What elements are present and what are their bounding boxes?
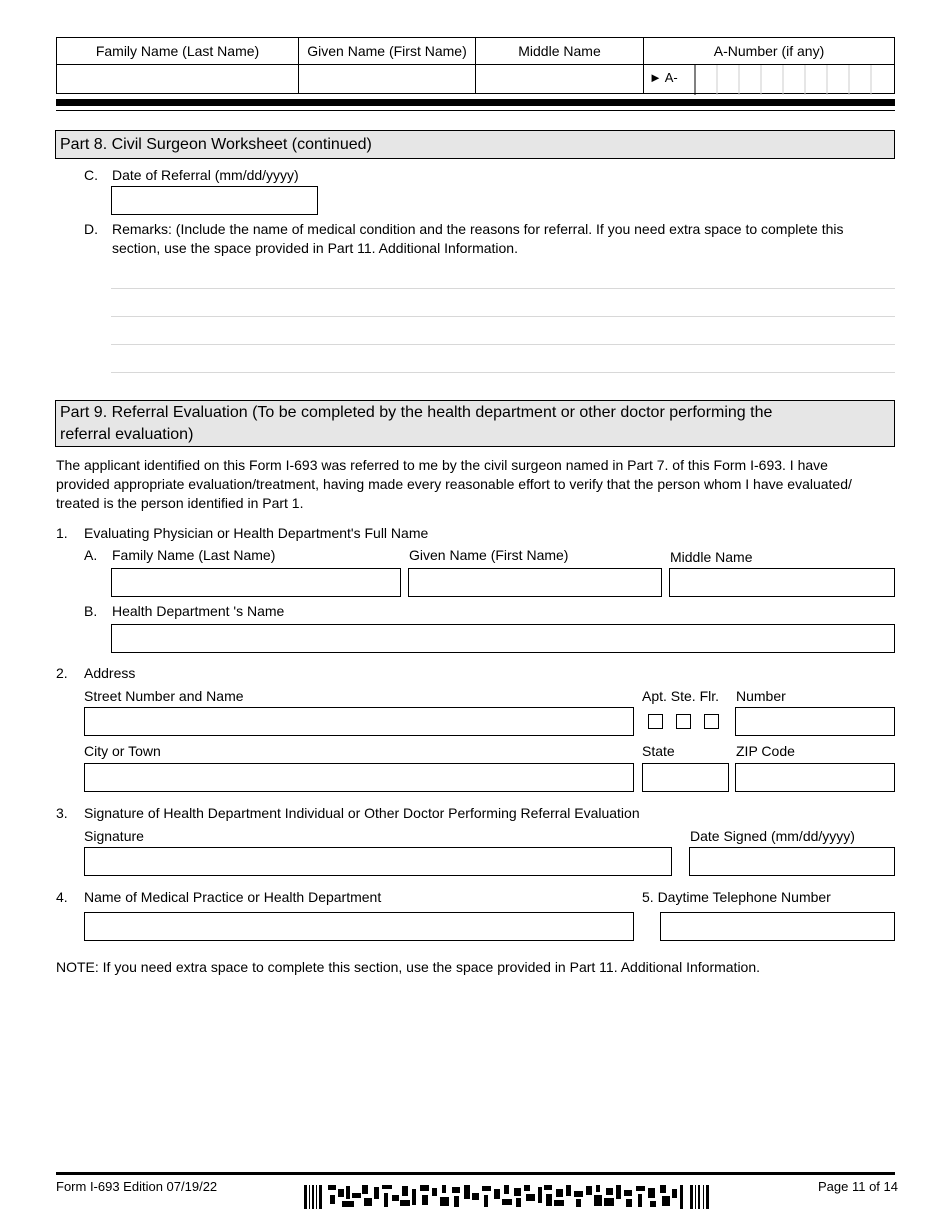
part8-d-label-line2: section, use the space provided in Part 11. Additional Information.: [112, 240, 518, 256]
part9-title-line1: Part 9. Referral Evaluation (To be completed by the health department or other doctor performing the: [60, 404, 773, 421]
q1b-label: Health Department 's Name: [112, 603, 285, 619]
street-label: Street Number and Name: [84, 688, 244, 704]
remarks-line: [111, 372, 895, 373]
part8-d-label-line1: Remarks: (Include the name of medical condition and the reasons for referral. If you need extra space to complete this: [112, 221, 844, 237]
footer-rule: [56, 1172, 895, 1175]
unit-number-field[interactable]: [735, 707, 895, 736]
a-number-prefix: ► A-: [649, 70, 678, 85]
ste-checkbox[interactable]: [676, 714, 691, 729]
header-a-number-label: A-Number (if any): [643, 37, 895, 65]
medical-practice-name-field[interactable]: [84, 912, 634, 941]
apt-ste-flr-label: Apt. Ste. Flr.: [642, 688, 720, 704]
date-signed-label: Date Signed (mm/dd/yyyy): [690, 828, 855, 844]
q2-label: Address: [84, 665, 136, 681]
q1a-given-label: Given Name (First Name): [409, 547, 569, 563]
signature-label: Signature: [84, 828, 144, 844]
header-a-number-field[interactable]: [643, 64, 895, 94]
state-label: State: [642, 743, 675, 759]
header-family-name-field[interactable]: [56, 64, 299, 94]
remarks-line: [111, 288, 895, 289]
flr-checkbox[interactable]: [704, 714, 719, 729]
part8-c-label: Date of Referral (mm/dd/yyyy): [112, 167, 299, 183]
q2-number: 2.: [56, 665, 68, 681]
street-field[interactable]: [84, 707, 634, 736]
daytime-telephone-field[interactable]: [660, 912, 895, 941]
signature-field[interactable]: [84, 847, 672, 876]
date-signed-field[interactable]: [689, 847, 895, 876]
evaluator-given-name-field[interactable]: [408, 568, 662, 597]
part9-intro-line2: provided appropriate evaluation/treatment, having made every reasonable effort to verify that the person whom I have evaluated/: [56, 476, 852, 492]
q4-number: 4.: [56, 889, 68, 905]
part8-d-number: D.: [84, 221, 98, 237]
unit-number-label: Number: [736, 688, 786, 704]
q1a-number: A.: [84, 547, 98, 563]
q3-label: Signature of Health Department Individual or Other Doctor Performing Referral Evaluation: [84, 805, 640, 821]
a-number-digit-dividers: [644, 65, 896, 95]
date-of-referral-field[interactable]: [111, 186, 318, 215]
header-given-name-label: Given Name (First Name): [298, 37, 476, 65]
header-thin-rule: [56, 110, 895, 111]
footer-barcode: [304, 1185, 714, 1209]
q1b-number: B.: [84, 603, 98, 619]
q5-label: 5. Daytime Telephone Number: [642, 889, 831, 905]
header-middle-name-label: Middle Name: [475, 37, 644, 65]
part9-intro: [56, 456, 896, 513]
header-given-name-field[interactable]: [298, 64, 476, 94]
zip-field[interactable]: [735, 763, 895, 792]
remarks-line: [111, 316, 895, 317]
evaluator-middle-name-field[interactable]: [669, 568, 895, 597]
part9-title-line2: referral evaluation): [60, 426, 194, 443]
part9-intro-line3: treated is the person identified in Part 1.: [56, 495, 304, 511]
q1a-family-label: Family Name (Last Name): [112, 547, 276, 563]
q1-label: Evaluating Physician or Health Department's Full Name: [84, 525, 429, 541]
part8-c-number: C.: [84, 167, 98, 183]
remarks-line: [111, 344, 895, 345]
q1-number: 1.: [56, 525, 68, 541]
part9-intro-line1: The applicant identified on this Form I-693 was referred to me by the civil surgeon named in Part 7. of this Form I-693. I have: [56, 457, 828, 473]
city-field[interactable]: [84, 763, 634, 792]
part9-note: NOTE: If you need extra space to complete this section, use the space provided in Part 11. Additional Information.: [56, 959, 761, 975]
apt-checkbox[interactable]: [648, 714, 663, 729]
header-middle-name-field[interactable]: [475, 64, 644, 94]
q4-label: Name of Medical Practice or Health Department: [84, 889, 382, 905]
header-family-name-label: Family Name (Last Name): [56, 37, 299, 65]
footer-page-number: Page 11 of 14: [818, 1179, 898, 1194]
remarks-field[interactable]: [111, 262, 895, 374]
health-department-name-field[interactable]: [111, 624, 895, 653]
zip-label: ZIP Code: [736, 743, 795, 759]
evaluator-family-name-field[interactable]: [111, 568, 401, 597]
city-label: City or Town: [84, 743, 161, 759]
part9-title: [55, 400, 895, 447]
state-field[interactable]: [642, 763, 729, 792]
footer-form-id: Form I-693 Edition 07/19/22: [56, 1179, 218, 1194]
q3-number: 3.: [56, 805, 68, 821]
q1a-middle-label: Middle Name: [670, 549, 753, 565]
header-thick-rule: [56, 99, 895, 106]
part8-title: Part 8. Civil Surgeon Worksheet (continued): [55, 130, 895, 159]
